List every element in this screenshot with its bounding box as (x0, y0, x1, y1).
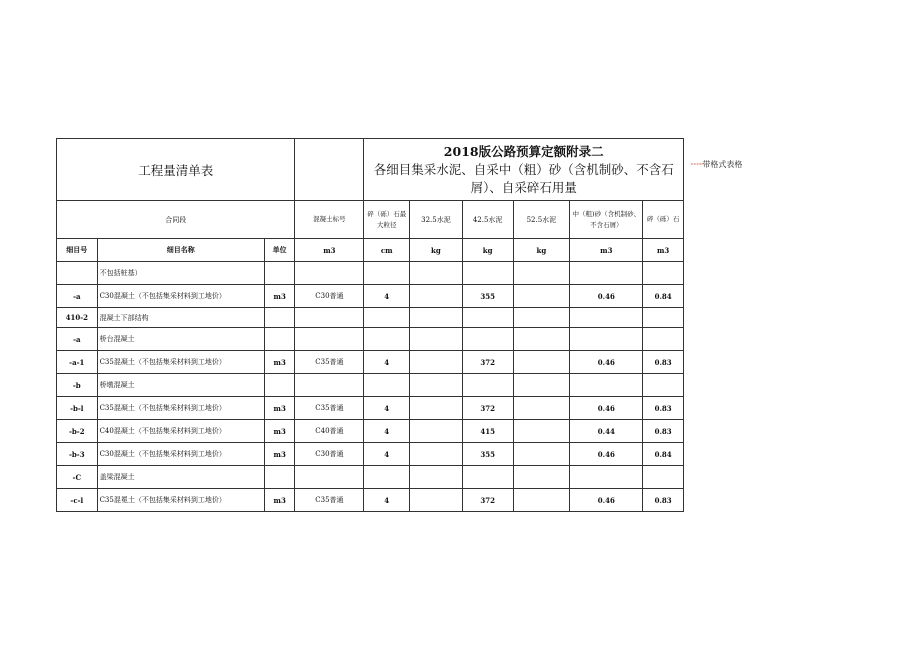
item-no (57, 262, 98, 285)
sand-value: 0.44 (570, 420, 643, 443)
table-row (57, 420, 684, 443)
stone-size (364, 374, 410, 397)
item-name: 混凝土下部结构 (97, 308, 264, 328)
gravel-value (643, 328, 684, 351)
cement-325-value (410, 420, 463, 443)
cement-325-unit: kg (410, 239, 463, 262)
sand-value (570, 328, 643, 351)
gravel-unit: m3 (643, 239, 684, 262)
item-no: -a (57, 328, 98, 351)
item-no: -b-2 (57, 420, 98, 443)
item-no: -a-1 (57, 351, 98, 374)
sand-value (570, 308, 643, 328)
sand-unit: m3 (570, 239, 643, 262)
cement-425-header: 42.5水泥 (462, 201, 513, 239)
item-name: C35混凝土（不包括集采材料到工地价） (97, 351, 264, 374)
column-header-row (57, 201, 684, 239)
item-no: -a (57, 285, 98, 308)
table-row (57, 285, 684, 308)
table-row (57, 374, 684, 397)
item-name: 盖梁混凝土 (97, 466, 264, 489)
concrete-grade: C35普通 (295, 397, 364, 420)
stone-size: 4 (364, 443, 410, 466)
cement-325-value (410, 374, 463, 397)
table-row (57, 262, 684, 285)
item-unit: m3 (264, 443, 294, 466)
item-unit: m3 (264, 397, 294, 420)
cement-525-value (513, 420, 570, 443)
gravel-value (643, 308, 684, 328)
table-row (57, 443, 684, 466)
cement-425-value (462, 308, 513, 328)
concrete-grade-header: 混凝土标号 (295, 201, 364, 239)
cement-525-value (513, 443, 570, 466)
size-unit: cm (364, 239, 410, 262)
item-name-header: 细目名称 (97, 239, 264, 262)
cement-425-value: 372 (462, 489, 513, 512)
stone-size (364, 328, 410, 351)
item-name: 桥台混凝土 (97, 328, 264, 351)
cement-425-value (462, 328, 513, 351)
sand-header: 中（粗)砂（含机制砂、不含石屑） (570, 201, 643, 239)
cement-525-value (513, 328, 570, 351)
stone-size (364, 466, 410, 489)
table-main-title (364, 139, 684, 201)
table-row (57, 489, 684, 512)
stone-size-header: 碎（砾）石最大粒径 (364, 201, 410, 239)
item-unit (264, 262, 294, 285)
cement-325-value (410, 443, 463, 466)
sand-value: 0.46 (570, 351, 643, 374)
gravel-header: 碎（砾）石 (643, 201, 684, 239)
item-no: -b (57, 374, 98, 397)
contract-header: 合同段 (57, 201, 295, 239)
item-name: C30混凝土（不包括集采材料到工地价） (97, 285, 264, 308)
item-no: -b-3 (57, 443, 98, 466)
item-unit: m3 (264, 351, 294, 374)
gravel-value: 0.83 (643, 489, 684, 512)
sand-value: 0.46 (570, 489, 643, 512)
cement-525-value (513, 489, 570, 512)
stone-size (364, 308, 410, 328)
cement-325-value (410, 308, 463, 328)
gravel-value: 0.83 (643, 397, 684, 420)
cement-525-header: 52.5水泥 (513, 201, 570, 239)
item-unit (264, 328, 294, 351)
stone-size: 4 (364, 285, 410, 308)
gravel-value (643, 466, 684, 489)
concrete-grade: C30普通 (295, 443, 364, 466)
cement-525-value (513, 351, 570, 374)
gravel-value (643, 262, 684, 285)
table-row (57, 328, 684, 351)
cement-425-value: 355 (462, 443, 513, 466)
units-row (57, 239, 684, 262)
cement-325-value (410, 285, 463, 308)
cement-525-value (513, 285, 570, 308)
sand-value: 0.46 (570, 443, 643, 466)
cement-425-value: 415 (462, 420, 513, 443)
concrete-grade: C40普通 (295, 420, 364, 443)
table-row (57, 466, 684, 489)
cement-425-value: 372 (462, 397, 513, 420)
concrete-unit: m3 (295, 239, 364, 262)
item-unit: m3 (264, 420, 294, 443)
item-name: C35混冕土（不包括集采材料到工地价） (97, 489, 264, 512)
title-line-2: 各细目集采水泥、自采中（粗）砂（含机制砂、不含石屑）、自采碎石用量 (373, 161, 674, 195)
stone-size: 4 (364, 420, 410, 443)
unit-header: 单位 (264, 239, 294, 262)
gravel-value: 0.83 (643, 420, 684, 443)
sand-value (570, 262, 643, 285)
cement-525-value (513, 397, 570, 420)
item-no: -b-l (57, 397, 98, 420)
item-unit (264, 308, 294, 328)
cement-525-value (513, 262, 570, 285)
item-name: 不包括桩基） (97, 262, 264, 285)
concrete-grade: C30普通 (295, 285, 364, 308)
cement-525-value (513, 374, 570, 397)
cement-525-value (513, 466, 570, 489)
concrete-grade (295, 308, 364, 328)
item-unit: m3 (264, 285, 294, 308)
concrete-grade: C35普通 (295, 351, 364, 374)
item-unit: m3 (264, 489, 294, 512)
concrete-grade (295, 466, 364, 489)
cement-325-value (410, 351, 463, 374)
cement-325-value (410, 489, 463, 512)
cement-425-value (462, 466, 513, 489)
sand-value: 0.46 (570, 285, 643, 308)
cement-425-unit: kg (462, 239, 513, 262)
item-no: -c-l (57, 489, 98, 512)
sand-value (570, 374, 643, 397)
cement-525-value (513, 308, 570, 328)
table-left-title: 工程量清单表 (57, 139, 295, 201)
table-row (57, 397, 684, 420)
side-note-marker: ········ (690, 160, 703, 169)
concrete-grade (295, 262, 364, 285)
table-title-row (57, 139, 684, 201)
title-gap-cell (295, 139, 364, 201)
table-row (57, 351, 684, 374)
cement-325-value (410, 397, 463, 420)
item-name: C30混凝土（不包括集采材料到工地价） (97, 443, 264, 466)
quantity-table (56, 138, 684, 512)
side-note-label: 带格式表格 (702, 160, 743, 169)
stone-size: 4 (364, 489, 410, 512)
table-row (57, 308, 684, 328)
cement-425-value (462, 374, 513, 397)
stone-size: 4 (364, 397, 410, 420)
cement-425-value (462, 262, 513, 285)
item-no-header: 细目号 (57, 239, 98, 262)
cement-325-header: 32.5水泥 (410, 201, 463, 239)
item-no: -C (57, 466, 98, 489)
item-name: C40混凝土（不包括集采材料到工地价） (97, 420, 264, 443)
gravel-value: 0.84 (643, 285, 684, 308)
sand-value: 0.46 (570, 397, 643, 420)
cement-525-unit: kg (513, 239, 570, 262)
item-unit (264, 466, 294, 489)
concrete-grade (295, 374, 364, 397)
cement-425-value: 372 (462, 351, 513, 374)
side-note (690, 159, 742, 170)
item-unit (264, 374, 294, 397)
cement-325-value (410, 262, 463, 285)
sand-value (570, 466, 643, 489)
concrete-grade (295, 328, 364, 351)
concrete-grade: C35普通 (295, 489, 364, 512)
title-line-1: 2018版公路预算定额附录二 (443, 143, 604, 159)
cement-325-value (410, 328, 463, 351)
cement-325-value (410, 466, 463, 489)
gravel-value: 0.84 (643, 443, 684, 466)
item-name: 桥墩混凝土 (97, 374, 264, 397)
gravel-value: 0.83 (643, 351, 684, 374)
gravel-value (643, 374, 684, 397)
stone-size: 4 (364, 351, 410, 374)
stone-size (364, 262, 410, 285)
item-name: C35混凝土（不包括集采材料到工地价） (97, 397, 264, 420)
cement-425-value: 355 (462, 285, 513, 308)
item-no: 410-2 (57, 308, 98, 328)
